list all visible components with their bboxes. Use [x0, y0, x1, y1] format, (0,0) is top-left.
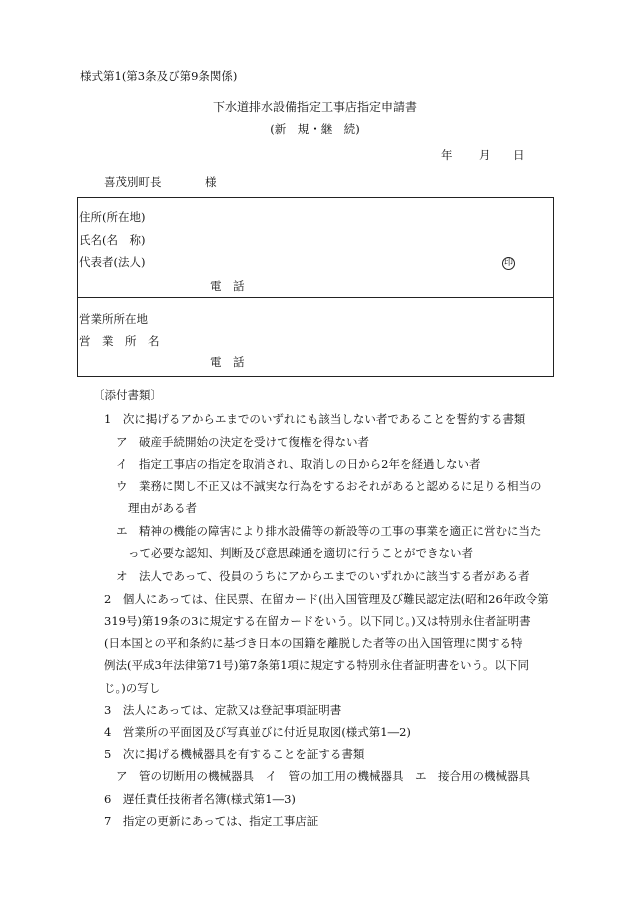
attachment-subitem-o: オ 法人であって、役員のうちにアからエまでのいずれかに該当する者がある者 [116, 569, 530, 583]
attachment-subitem-u: ウ 業務に関し不正又は不誠実な行為をするおそれがあると認めるに足りる相当の [116, 479, 542, 493]
office-phone-label: 電 話 [210, 355, 245, 369]
office-name-label: 営 業 所 名 [79, 334, 160, 348]
attachment-subitem-e-cont: って必要な認知、判断及び意思疎通を適切に行うことができない者 [128, 546, 473, 560]
applicant-phone-label: 電 話 [210, 279, 245, 293]
form-section-divider [77, 297, 554, 298]
date-day-label: 日 [513, 148, 525, 162]
applicant-form-table [77, 197, 554, 377]
attachment-item-2-cont: 例法(平成3年法律第71号)第7条第1項に規定する特別永住者証明書をいう。以下同 [104, 658, 530, 672]
addressee-honorific: 様 [205, 175, 217, 189]
addressee: 喜茂別町長 [104, 175, 162, 189]
attachments-heading: 〔添付書類〕 [93, 388, 162, 402]
attachment-item-1: 1 次に掲げるアからエまでのいずれにも該当しない者であることを誓約する書類 [104, 412, 526, 426]
form-number: 様式第1(第3条及び第9条関係) [80, 69, 238, 83]
date-month-label: 月 [479, 148, 491, 162]
attachment-item-2-cont: 319号)第19条の3に規定する在留カードをいう。以下同じ。)又は特別永住者証明書 [104, 614, 531, 628]
attachment-item-6: 6 遅任責任技術者名簿(様式第1―3) [104, 792, 296, 806]
attachment-subitem-e: エ 精神の機能の障害により排水設備等の新設等の工事の事業を適正に営むに当た [116, 524, 542, 538]
attachment-item-3: 3 法人にあっては、定款又は登記事項証明書 [104, 703, 342, 717]
attachment-subitem-a: ア 破産手続開始の決定を受けて復権を得ない者 [116, 435, 369, 449]
attachment-item-4: 4 営業所の平面図及び写真並びに付近見取図(様式第1―2) [104, 725, 411, 739]
attachment-item-2-cont: じ。)の写し [104, 681, 161, 695]
attachment-item-2-cont: (日本国との平和条約に基づき日本の国籍を離脱した者等の出入国管理に関する特 [104, 636, 523, 650]
seal-mark: 印 [503, 258, 513, 268]
office-location-label: 営業所所在地 [79, 312, 148, 326]
date-year-label: 年 [441, 148, 453, 162]
representative-label: 代表者(法人) [79, 255, 146, 269]
document-subtitle: (新 規・継 続) [270, 122, 360, 136]
attachment-subitem-i: イ 指定工事店の指定を取消され、取消しの日から2年を経過しない者 [116, 457, 481, 471]
name-label: 氏名(名 称) [79, 233, 146, 247]
attachment-item-5-equipment: ア 管の切断用の機械器具 イ 管の加工用の機械器具 エ 接合用の機械器具 [116, 769, 530, 783]
attachment-subitem-u-cont: 理由がある者 [128, 501, 197, 515]
attachment-item-7: 7 指定の更新にあっては、指定工事店証 [104, 814, 319, 828]
document-title: 下水道排水設備指定工事店指定申請書 [212, 100, 417, 114]
address-label: 住所(所在地) [79, 210, 146, 224]
attachment-item-2: 2 個人にあっては、住民票、在留カード(出入国管理及び難民認定法(昭和26年政令第 [104, 592, 549, 606]
attachment-item-5: 5 次に掲げる機械器具を有することを証する書類 [104, 747, 365, 761]
